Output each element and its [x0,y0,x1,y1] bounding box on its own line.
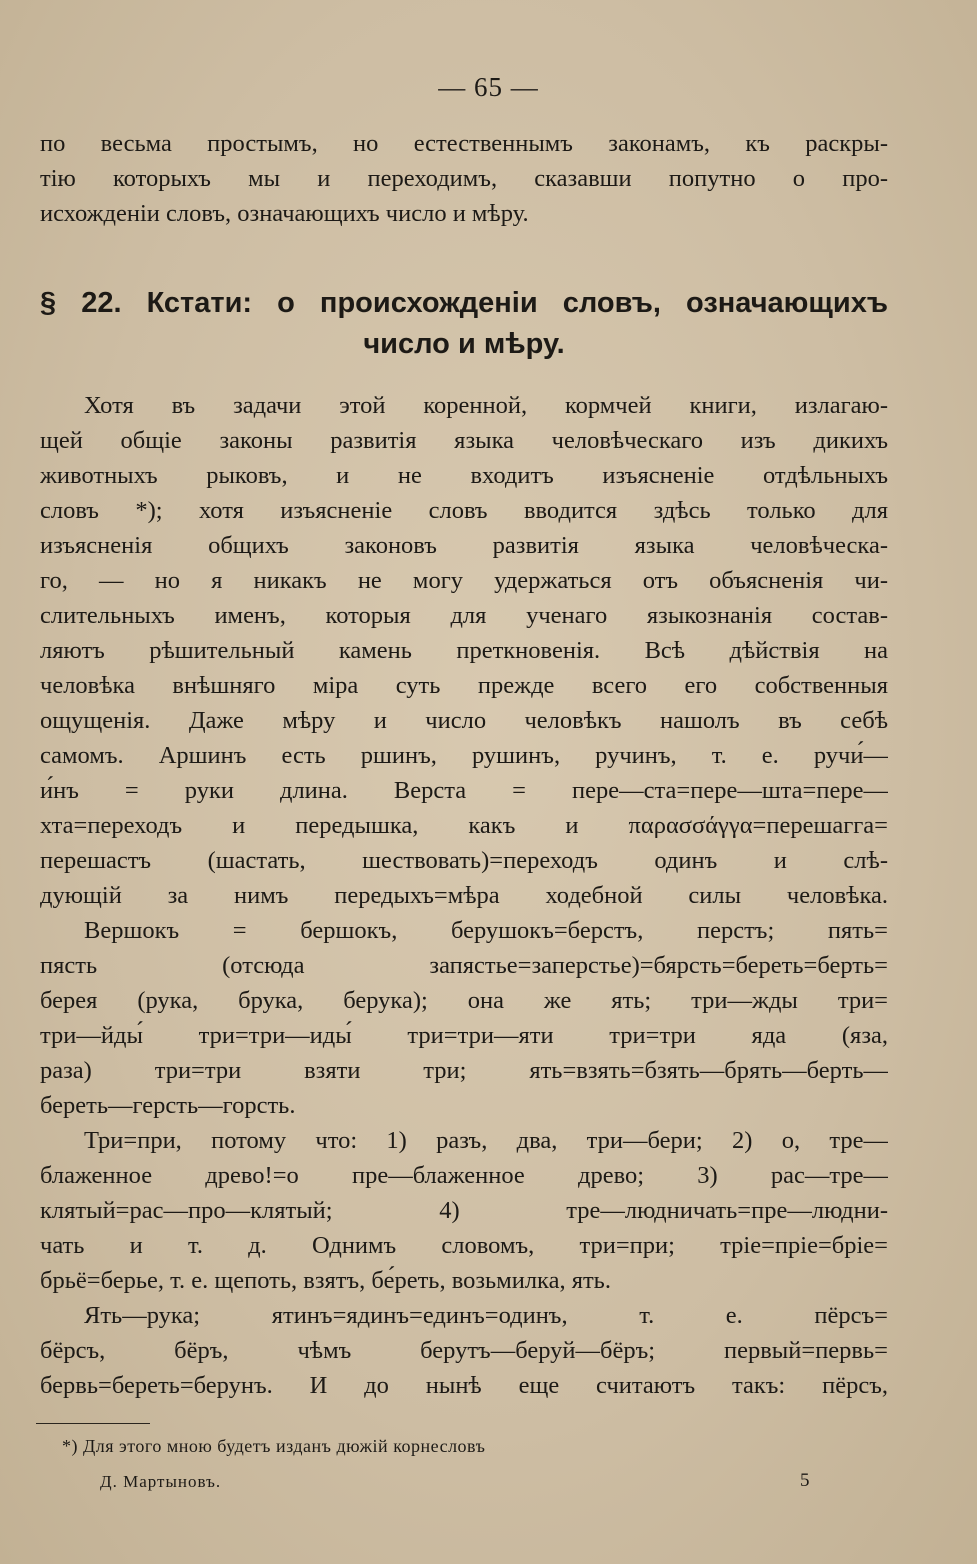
signature-mark: 5 [800,1470,810,1491]
text-line: бёрсъ, бёръ, чѣмъ берутъ—беруй—бёръ; первый=первь= [40,1337,888,1364]
text-line: раза) три=три взяти три; ять=взять=бзять—брять—берть— [40,1057,888,1084]
text-line: щей общiе законы развитiя языка человѣческаго изъ дикихъ [40,427,888,454]
text-line: исхожденiи словъ, означающихъ число и мѣру. [40,200,529,227]
section-heading [40,283,888,365]
intro-paragraph [40,126,888,231]
text-line: Вершокъ = бершокъ, берушокъ=берстъ, перстъ; пять= [84,917,888,944]
text-line: берея (рука, брука, берука); она же ять; три—жды три= [40,987,888,1014]
section-heading-line: § 22. Кстати: о происхожденiи словъ, означающихъ [40,287,888,319]
body-text [40,388,888,1403]
text-line: чать и т. д. Однимъ словомъ, три=при; трiе=прiе=брiе= [40,1232,888,1259]
footer-author: Д. Мартыновъ. [100,1472,222,1491]
text-line: бервь=береть=берунъ. И до нынѣ еще считаютъ такъ: пёрсъ, [40,1372,888,1399]
text-line: дующiй за нимъ передыхъ=мѣра ходебной силы человѣка. [40,882,888,909]
text-line: три—йды́ три=три—иды́ три=три—яти три=три яда (яза, [40,1022,888,1049]
text-line: самомъ. Аршинъ есть ршинъ, рушинъ, ручинъ, т. е. ручи́— [40,742,888,769]
text-line: брьё=берье, т. е. щепоть, взятъ, бе́реть, возьмилка, ять. [40,1267,611,1294]
text-line: по весьма простымъ, но естественнымъ законамъ, къ раскры- [40,130,888,157]
text-line: блаженное древо!=о пре—блаженное древо; 3) рас—тре— [40,1162,888,1189]
text-line: животныхъ рыковъ, и не входитъ изъясненiе отдѣльныхъ [40,462,888,489]
text-line: изъясненiя общихъ законовъ развитiя языка человѣческа- [40,532,888,559]
text-line: пясть (отсюда запястье=заперстье)=бярсть=береть=берть= [40,952,888,979]
text-line: клятый=рас—про—клятый; 4) тре—людничать=пре—людни- [40,1197,888,1224]
page-number: — 65 — [438,72,539,102]
footnote-divider [36,1423,150,1424]
text-line: ощущенiя. Даже мѣру и число человѣкъ нашолъ въ себѣ [40,707,888,734]
text-line: ляютъ рѣшительный камень преткновенiя. Всѣ дѣйствiя на [40,637,888,664]
text-line: перешастъ (шастать, шествовать)=переходъ одинъ и слѣ- [40,847,888,874]
text-line: Ять—рука; ятинъ=ядинъ=единъ=одинъ, т. е. пёрсъ= [84,1302,888,1329]
text-line: го, — но я никакъ не могу удержаться отъ объясненiя чи- [40,567,888,594]
text-line: и́нъ = руки длина. Верста = пере—ста=пере—шта=пере— [40,777,888,804]
text-line: Хотя въ задачи этой коренной, кормчей книги, излагаю- [84,392,888,419]
text-line: словъ *); хотя изъясненiе словъ вводится здѣсь только для [40,497,888,524]
text-line: человѣка внѣшняго мiра суть прежде всего его собственныя [40,672,888,699]
footnote: *) Для этого мною будетъ изданъ дюжiй корнесловъ [62,1436,486,1456]
text-line: хта=переходъ и передышка, какъ и παρασσάγγα=перешагга= [40,812,888,839]
text-line: тiю которыхъ мы и переходимъ, сказавши попутно о про- [40,165,888,192]
text-line: Три=при, потому что: 1) разъ, два, три—бери; 2) о, тре— [84,1127,888,1154]
text-line: береть—герсть—горсть. [40,1092,296,1119]
text-line: слительныхъ именъ, которыя для ученаго языкознанiя состав- [40,602,888,629]
section-heading-line: число и мѣру. [363,328,565,360]
